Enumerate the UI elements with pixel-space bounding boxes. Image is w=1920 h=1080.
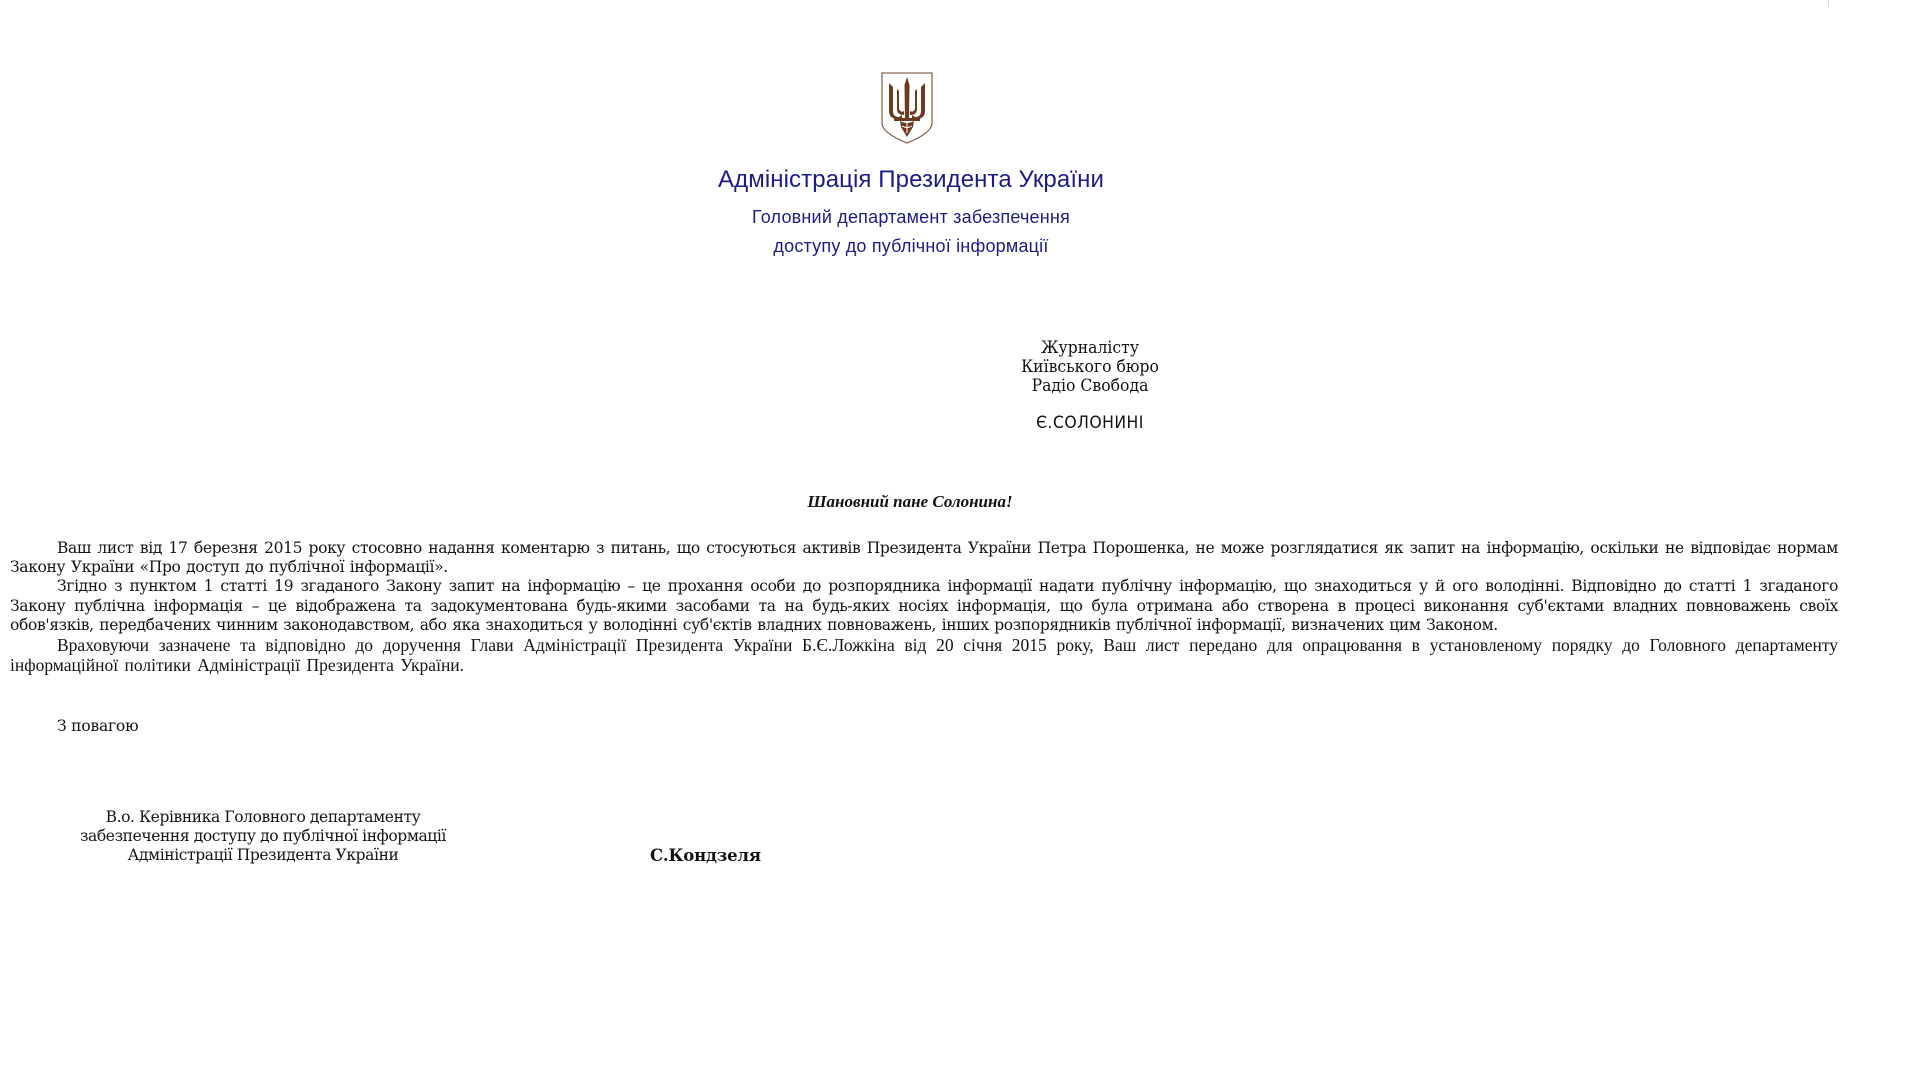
signatory-name: С.Кондзеля <box>650 846 761 865</box>
body-paragraph: Враховуючи зазначене та відповідно до доручення Глави Адміністрації Президента України Б.Є.Ложкіна від 20 січня 2015 року, Ваш лист передано для опрацювання в установленому порядку до Головного департаменту інформаційної політики Адміністрації Президента України. <box>10 635 1838 676</box>
addressee-line-1: Журналісту <box>1040 338 1140 358</box>
signatory-title <box>28 808 498 865</box>
coat-of-arms-trident-icon <box>880 71 934 145</box>
body-paragraph: Ваш лист від 17 березня 2015 року стосовно надання коментарю з питань, що стосуються активів Президента України Петра Порошенка, не може розглядатися як запит на інформацію, оскільки не відповідає нормам Закону України «Про доступ до публічної інформації». <box>10 539 1838 577</box>
signatory-title-line-1: В.о. Керівника Головного департаменту <box>105 808 421 826</box>
signatory-title-line-3: Адміністрації Президента України <box>127 846 399 864</box>
body-paragraph: Згідно з пунктом 1 статті 19 згаданого Закону запит на інформацію – це прохання особи до розпорядника інформації надати публічну інформацію, що знаходиться у й ого володінні. Відповідно до статті 1 згаданого Закону публічна інформація – це відображена та задокументована будь-якими засобами та на будь-яких носіях інформація, що була отримана або створена в процесі виконання суб'єктами владних повноважень своїх обов'язків, передбачених чинним законодавством, або яка знаходиться у володінні суб'єктів владних повноважень, інших розпорядників публічної інформації, визначених цим Законом. <box>10 577 1838 634</box>
signatory-title-line-2: забезпечення доступу до публічної інформації <box>79 827 446 845</box>
addressee-line-3: Радіо Свобода <box>1031 376 1149 396</box>
addressee-name: Є.СОЛОНИНІ <box>1036 413 1144 433</box>
greeting: Шановний пане Солонина! <box>807 492 1013 511</box>
department-line-2: доступу до публічної інформації <box>773 236 1049 256</box>
organization-title: Адміністрація Президента України <box>718 166 1104 193</box>
letter-body <box>10 539 1838 675</box>
addressee-line-2: Київського бюро <box>1021 357 1159 377</box>
addressee-block <box>970 339 1209 433</box>
closing: З повагою <box>57 717 139 735</box>
department-line-1: Головний департамент забезпечення <box>751 207 1070 227</box>
page-edge-mark <box>1828 0 1829 7</box>
